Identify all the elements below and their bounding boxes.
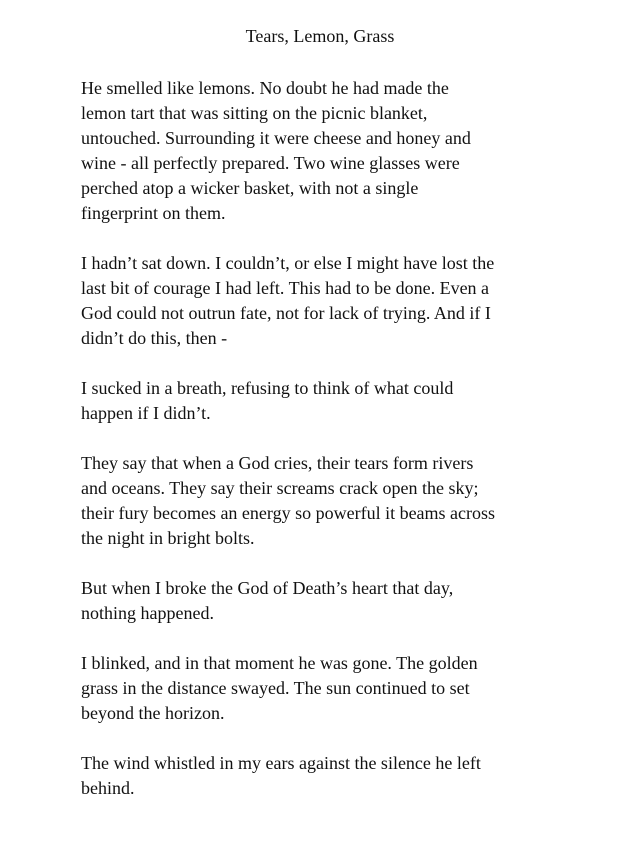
story-paragraph [81, 576, 551, 626]
paragraph-line: I blinked, and in that moment he was gone. The golden [81, 653, 478, 673]
paragraph-line: The wind whistled in my ears against the silence he left [81, 753, 481, 773]
paragraph-line: I sucked in a breath, refusing to think of what could [81, 378, 454, 398]
story-paragraph [81, 251, 551, 351]
paragraph-line: wine - all perfectly prepared. Two wine glasses were [81, 153, 460, 173]
paragraph-line: behind. [81, 778, 135, 798]
paragraph-line: happen if I didn’t. [81, 403, 211, 423]
paragraph-line: the night in bright bolts. [81, 528, 255, 548]
paragraph-line: He smelled like lemons. No doubt he had made the [81, 78, 449, 98]
paragraph-line: their fury becomes an energy so powerful it beams across [81, 503, 496, 523]
paragraph-line: perched atop a wicker basket, with not a single [81, 178, 419, 198]
story-paragraph [81, 651, 551, 726]
paragraph-line: They say that when a God cries, their tears form rivers [81, 453, 474, 473]
story-title: Tears, Lemon, Grass [245, 26, 395, 46]
paragraph-line: and oceans. They say their screams crack open the sky; [81, 478, 479, 498]
story-body [81, 76, 551, 826]
paragraph-line: I hadn’t sat down. I couldn’t, or else I might have lost the [81, 253, 495, 273]
paragraph-line: beyond the horizon. [81, 703, 225, 723]
paragraph-line: fingerprint on them. [81, 203, 226, 223]
paragraph-line: untouched. Surrounding it were cheese and honey and [81, 128, 471, 148]
story-paragraph [81, 751, 551, 801]
story-paragraph [81, 76, 551, 226]
paragraph-line: grass in the distance swayed. The sun continued to set [81, 678, 470, 698]
paragraph-line: God could not outrun fate, not for lack of trying. And if I [81, 303, 491, 323]
story-paragraph [81, 376, 551, 426]
story-paragraph [81, 451, 551, 551]
paragraph-line: nothing happened. [81, 603, 214, 623]
paragraph-line: lemon tart that was sitting on the picnic blanket, [81, 103, 428, 123]
paragraph-line: didn’t do this, then - [81, 328, 228, 348]
paragraph-line: But when I broke the God of Death’s heart that day, [81, 578, 454, 598]
paragraph-line: last bit of courage I had left. This had to be done. Even a [81, 278, 490, 298]
